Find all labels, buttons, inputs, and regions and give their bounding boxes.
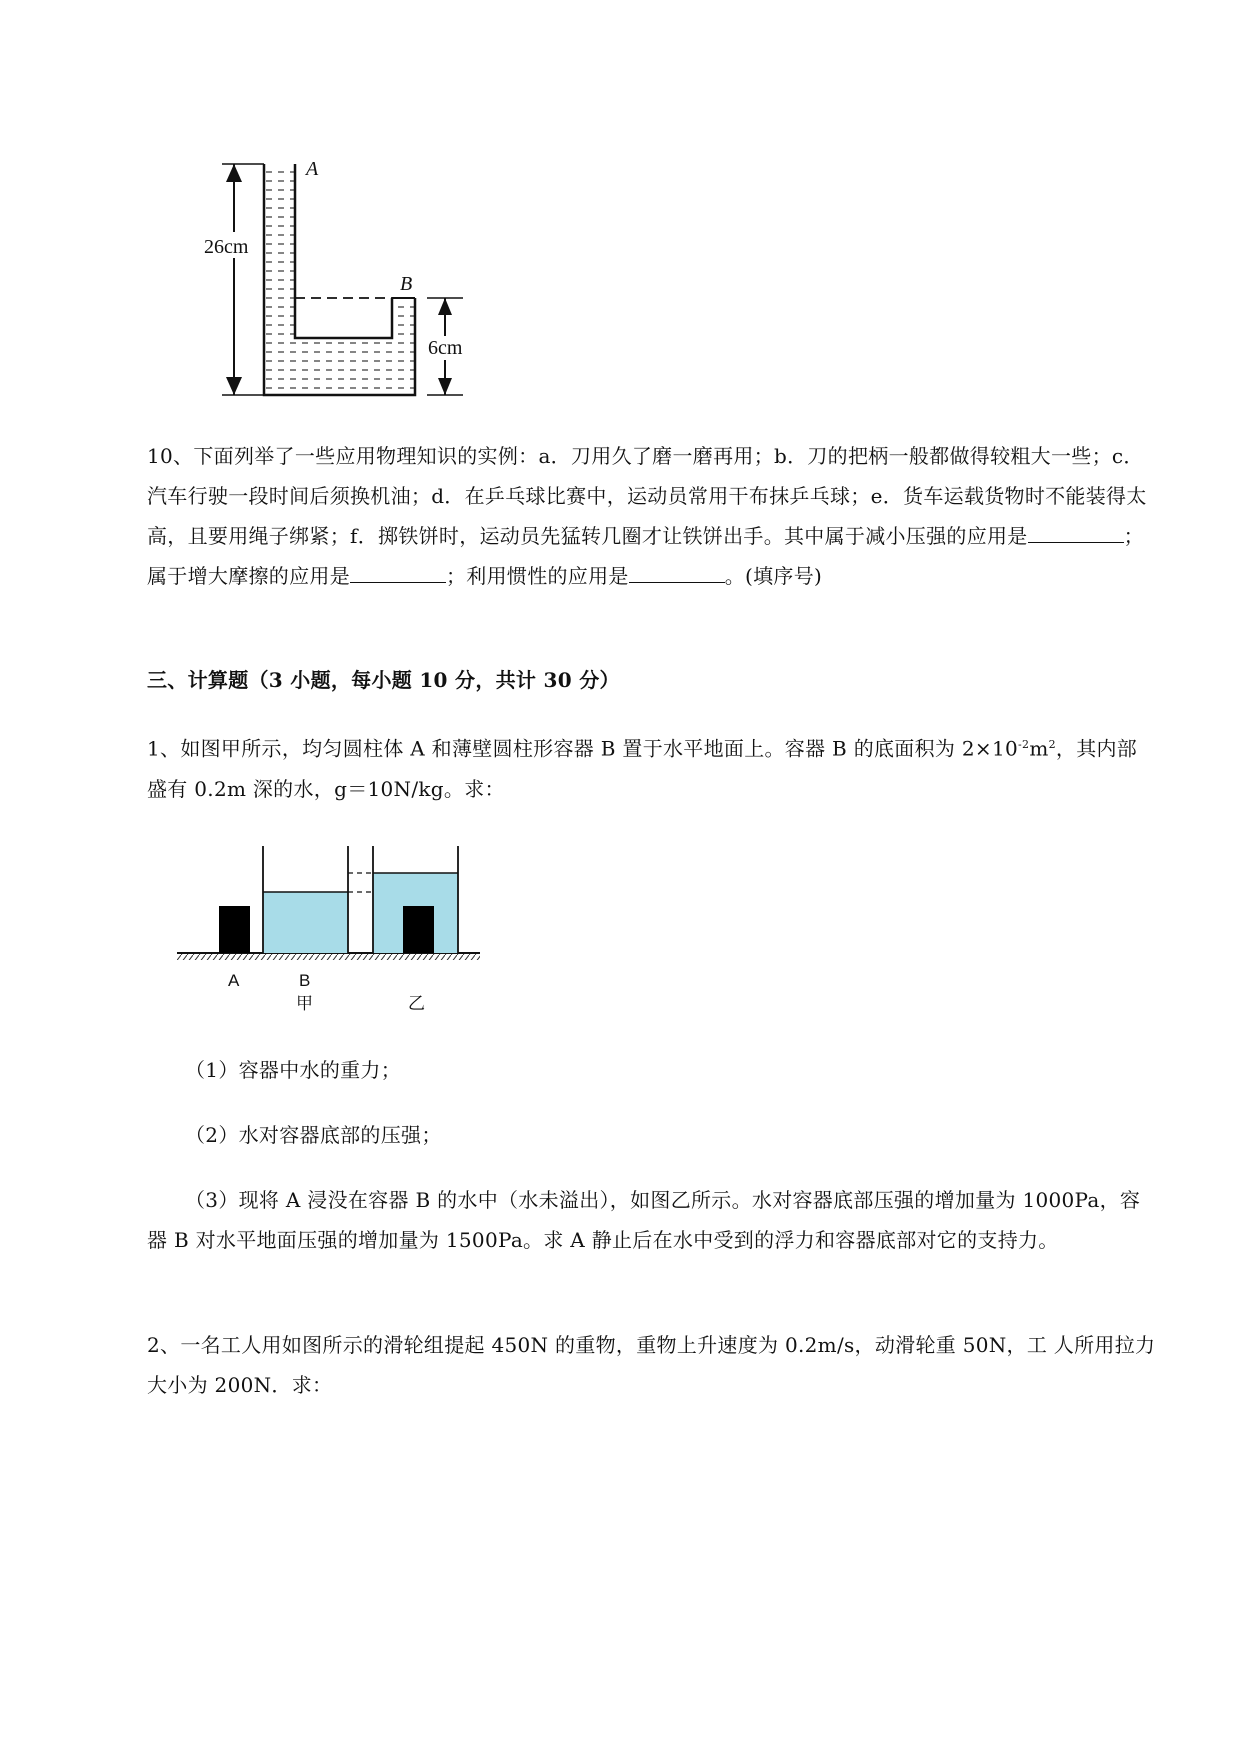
calc1-intro-end: ，其内部盛有 0.2m 深的水，g＝10N/kg。求： (147, 736, 1138, 801)
q10-text-4: 。(填序号) (724, 564, 823, 588)
sub-question-3 (147, 1180, 1157, 1260)
container-figure (175, 843, 495, 1013)
cylinder-a (219, 906, 250, 953)
q10-text-1: 10、下面列举了一些应用物理知识的实例：a．刀用久了磨一磨再用；b．刀的把柄一般都做得较粗大一些；c．汽车行驶一段时间后须换机油；d．在乒乓球比赛中，运动员常用干布抹乒乓球；e．货车运载货物时不能装得太高，且要用绳子绑紧；f．掷铁饼时，运动员先猛转几圈才让铁饼出手。其中属于减小压强的应用是 (147, 444, 1147, 548)
cylinder-a-immersed (403, 906, 434, 953)
answer-blank-2[interactable] (350, 560, 446, 583)
calc-question-1 (147, 725, 1157, 809)
calc1-intro: 1、如图甲所示，均匀圆柱体 A 和薄壁圆柱形容器 B 置于水平地面上。容器 B 的底面积为 2×10 (147, 736, 1018, 761)
answer-blank-1[interactable] (1028, 520, 1124, 543)
caption-jia: 甲 (296, 994, 313, 1013)
dim-right-label: 6cm (428, 337, 463, 359)
caption-yi: 乙 (408, 994, 425, 1013)
fig2-label-b: B (299, 971, 311, 990)
calc1-exponent: -2 (1018, 738, 1030, 751)
q10-text-3: ；利用惯性的应用是 (446, 564, 629, 588)
water-b-left (263, 892, 348, 953)
sub-question-2: （2）水对容器底部的压强； (185, 1123, 442, 1147)
question-10 (147, 436, 1157, 596)
sub-question-3-text: （3）现将 A 浸没在容器 B 的水中（水未溢出），如图乙所示。水对容器底部压强的增加量为 1000Pa，容器 B 对水平地面压强的增加量为 1500Pa。求 A 静止后在水中受到的浮力和容器底部对它的支持力。 (147, 1188, 1141, 1252)
label-b: B (400, 273, 413, 295)
answer-blank-3[interactable] (629, 560, 725, 583)
sub-question-1: （1）容器中水的重力； (185, 1058, 402, 1082)
dim-left-label: 26cm (204, 236, 249, 258)
calc1-unit: m (1029, 736, 1049, 761)
q10-text-2: ；属于增大摩擦的应用是 (147, 524, 1144, 588)
calc-question-2: 2、一名工人用如图所示的滑轮组提起 450N 的重物，重物上升速度为 0.2m/s，动滑轮重 50N，工 人所用拉力大小为 200N．求： (147, 1333, 1156, 1397)
fig2-label-a: A (228, 971, 240, 990)
label-a: A (306, 158, 319, 180)
calc1-unit-exponent: 2 (1048, 738, 1056, 751)
section-heading: 三、计算题（3 小题，每小题 10 分，共计 30 分） (147, 668, 620, 692)
u-tube-figure (180, 150, 470, 410)
